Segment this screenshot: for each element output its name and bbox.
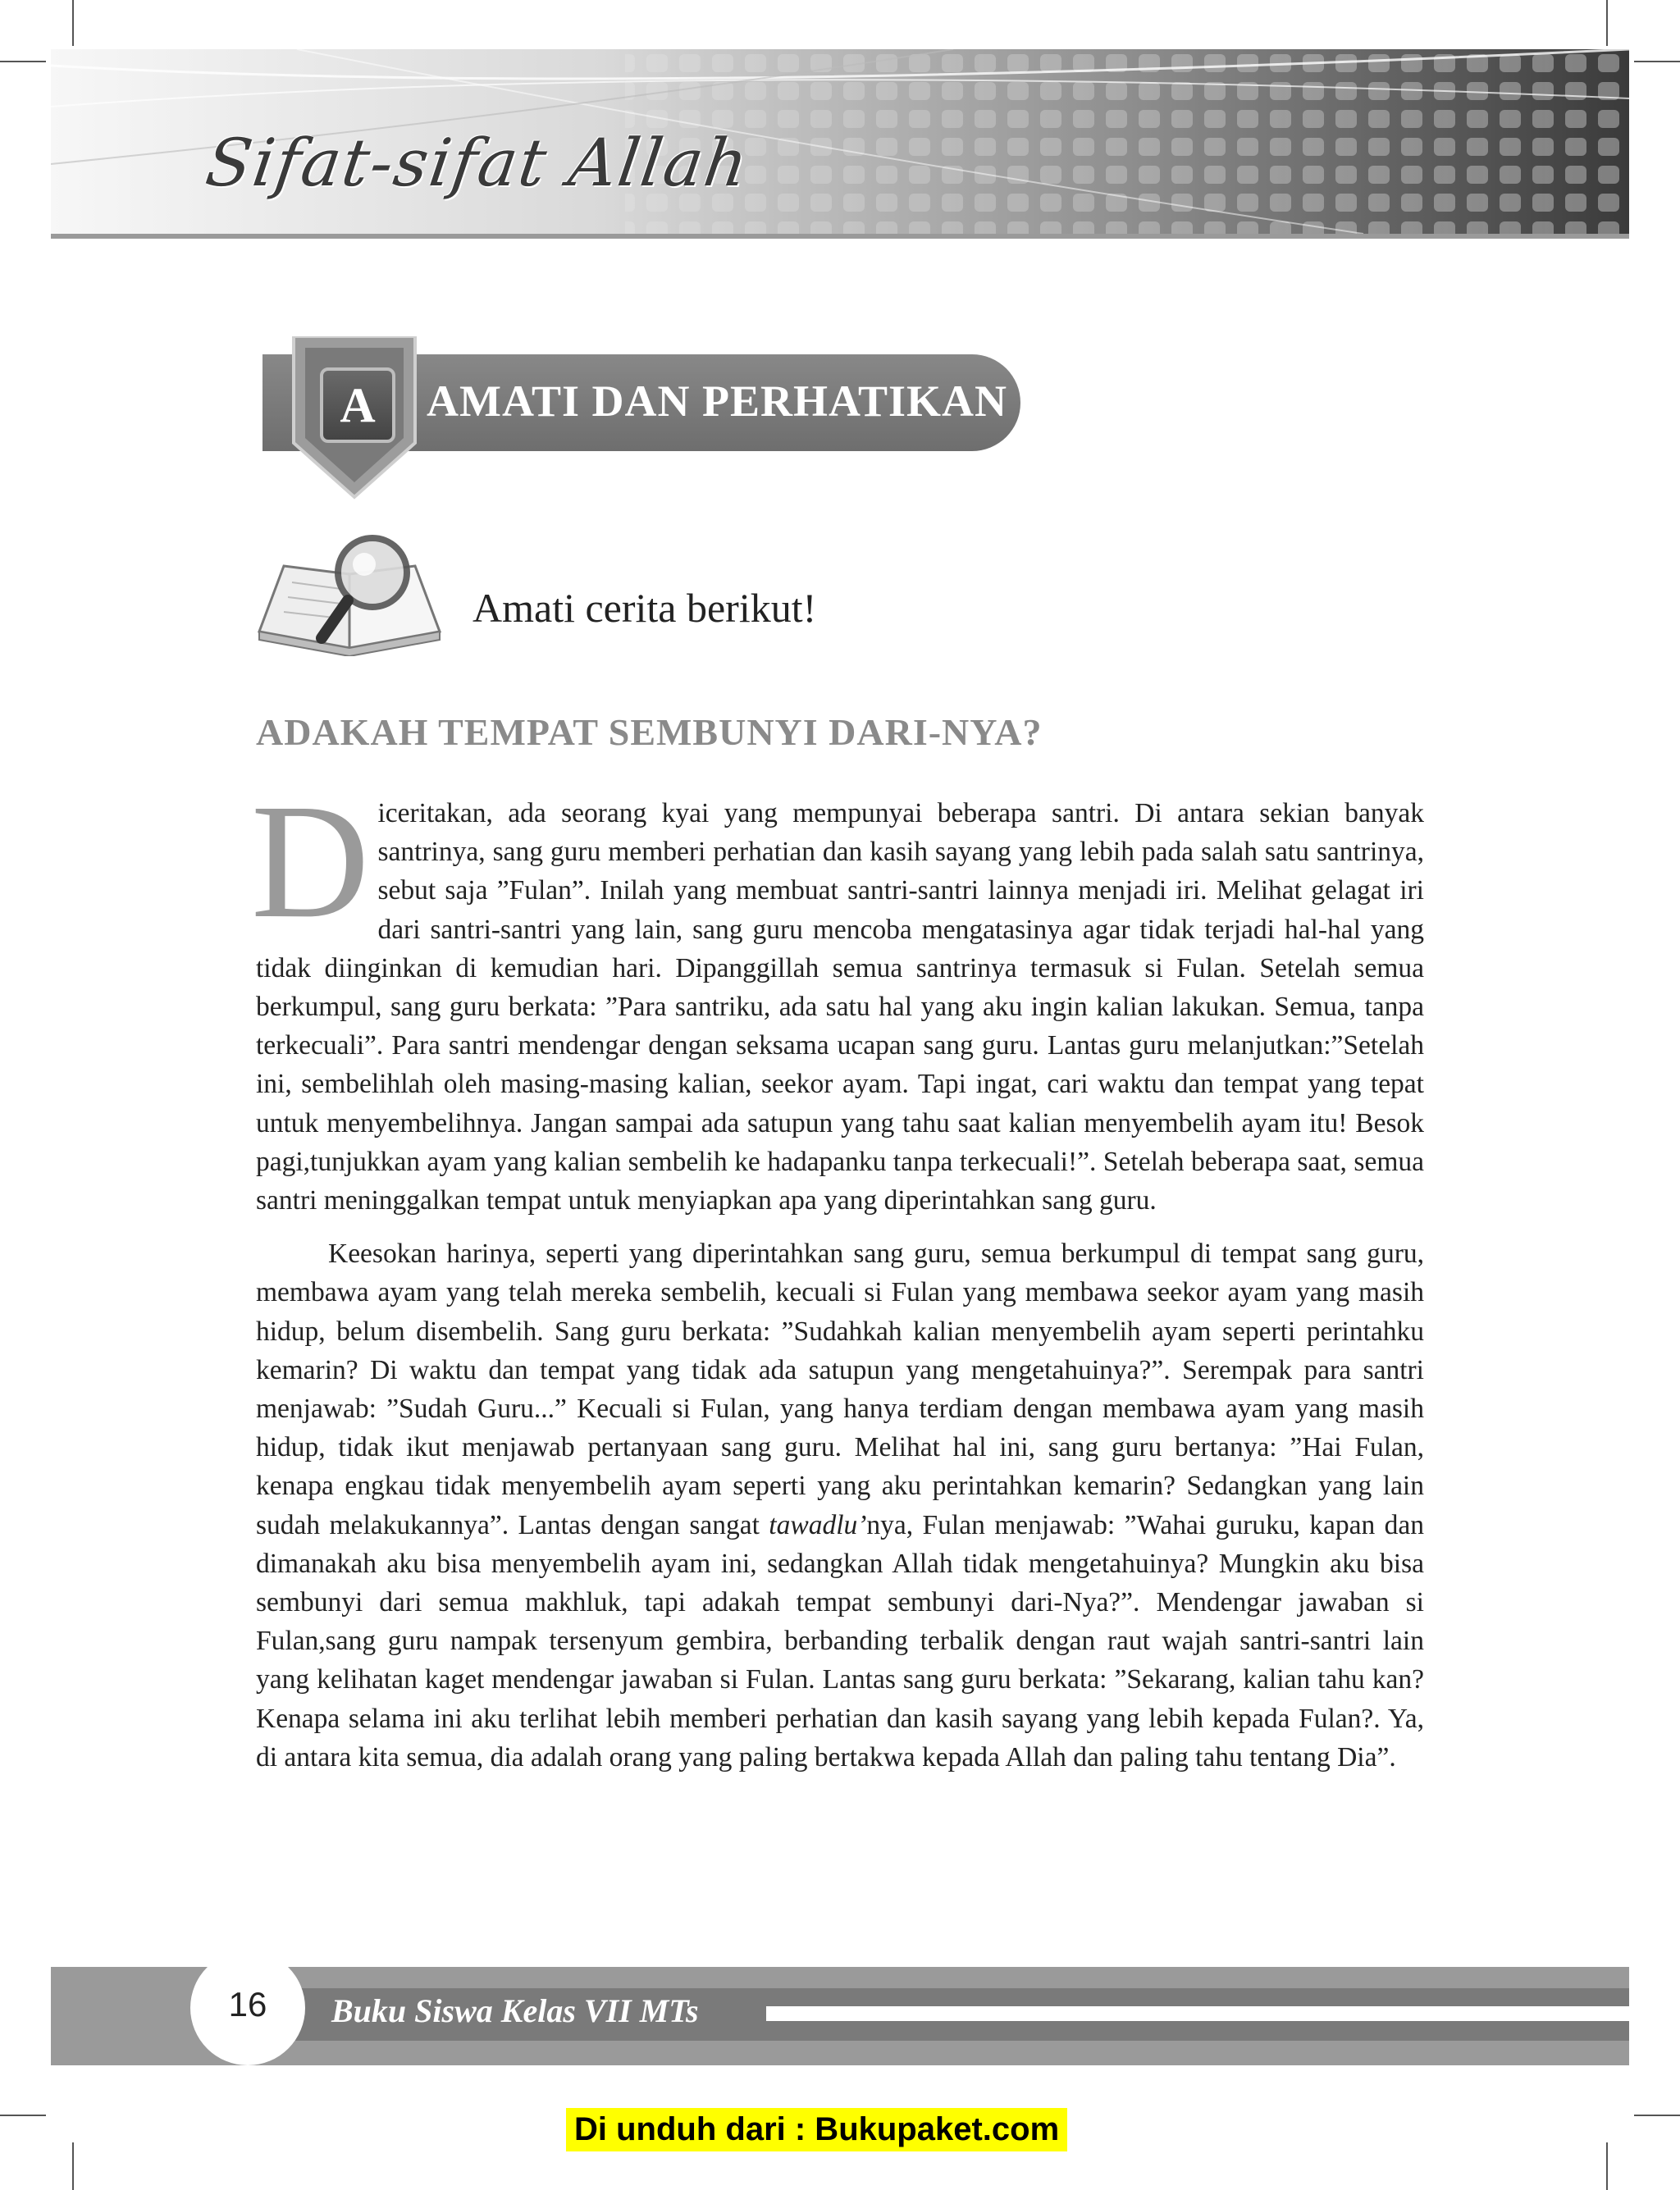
crop-mark bbox=[72, 0, 74, 46]
header-title: Sifat-sifat Allah bbox=[201, 125, 755, 201]
paragraph-text: nya, Fulan menjawab: ”Wahai guruku, kapan dan dimanakah aku bisa menyembelih ayam ini, sedangkan Allah tidak mengetahuinya? Mungkin aku bisa sembunyi dari semua makhluk, tapi adakah tempat sembunyi dari-Nya?”. Mendengar jawaban si Fulan,sang guru nampak tersenyum gembira, berbanding terbalik dengan raut wajah santri-santri lain yang kelihatan kaget mendengar jawaban si Fulan. Lantas sang guru berkata: ”Sekarang, kalian tahu kan? Kenapa selama ini aku terlihat lebih memberi perhatian dan kasih sayang yang lebih kepada Fulan?. Ya, di antara kita semua, dia adalah orang yang paling bertakwa kepada Allah dan paling tahu tentang Dia”. bbox=[256, 1509, 1425, 1773]
header-banner bbox=[51, 49, 1629, 234]
drop-cap: D bbox=[251, 771, 370, 952]
paragraph bbox=[256, 1234, 1424, 1777]
paragraph-text: Keesokan harinya, seperti yang diperintahkan sang guru, semua berkumpul di tempat sang guru, membawa ayam yang telah mereka sembelih, kecuali si Fulan yang membawa seekor ayam yang masih hidup, belum disembelih. Sang guru berkata: ”Sudahkah kalian menyembelih ayam seperti perintahku kemarin? Di waktu dan tempat yang tidak ada satupun yang mengetahuinya?”. Serempak para santri menjawab: ”Sudah Guru...” Kecuali si Fulan, yang hanya terdiam dengan membawa ayam yang masih hidup, tidak ikut menjawab pertanyaan sang guru. Melihat hal ini, sang guru bertanya: ”Hai Fulan, kenapa engkau tidak menyembelih ayam seperti yang aku perintahkan kemarin? Sedangkan yang lain sudah melakukannya”. Lantas dengan sangat bbox=[256, 1239, 1424, 1540]
crop-mark bbox=[0, 2115, 46, 2116]
crop-mark bbox=[1634, 2115, 1680, 2116]
footer-book-title: Buku Siswa Kelas VII MTs bbox=[331, 1992, 699, 2029]
footer-line bbox=[766, 2006, 1629, 2021]
paragraph-text: iceritakan, ada seorang kyai yang mempunyai beberapa santri. Di antara sekian banyak santrinya, sang guru memberi perhatian dan kasih sayang yang lebih pada salah satu santrinya, sebut saja ”Fulan”. Inilah yang membuat santri-santri lainnya menjadi iri. Melihat gelagat iri dari santri-santri yang lain, sang guru mencoba mengatasinya agar tidak terjadi hal-hal yang tidak diinginkan di kemudian hari. Dipanggillah semua santrinya termasuk si Fulan. Setelah semua berkumpul, sang guru berkata: ”Para santriku, ada satu hal yang aku ingin kalian lakukan. Semua, tanpa terkecuali”. Para santri mendengar dengan seksama ucapan sang guru. Lantas guru melanjutkan:”Setelah ini, sembelihlah oleh masing-masing kalian, seekor ayam. Tapi ingat, cari waktu dan tempat yang tepat untuk menyembelihnya. Jangan sampai ada satupun yang tahu saat kalian menyembelih ayam itu! Besok pagi,tunjukkan ayam yang kalian sembelih ke hadapanku tanpa terkecuali!”. Setelah beberapa saat, semua santri meninggalkan tempat untuk menyiapkan apa yang diperintahkan sang guru. bbox=[256, 798, 1424, 1216]
crop-mark bbox=[1634, 61, 1680, 62]
crop-mark bbox=[1606, 2142, 1608, 2190]
story-body bbox=[251, 771, 1425, 1777]
crop-mark bbox=[1606, 0, 1608, 46]
paragraph bbox=[251, 771, 1424, 1220]
italic-term: tawadlu’ bbox=[769, 1509, 867, 1540]
story-title: ADAKAH TEMPAT SEMBUNYI DARI-NYA? bbox=[256, 711, 1043, 753]
download-watermark: Di unduh dari : Bukupaket.com bbox=[566, 2108, 1067, 2151]
book-magnifier-icon bbox=[251, 533, 456, 656]
section-letter: A bbox=[320, 367, 395, 443]
page-number: 16 bbox=[228, 1985, 267, 2023]
header-rule bbox=[51, 234, 1629, 239]
instruction-text: Amati cerita berikut! bbox=[472, 585, 817, 631]
crop-mark bbox=[72, 2142, 74, 2190]
section-title: AMATI DAN PERHATIKAN bbox=[427, 376, 1007, 426]
crop-mark bbox=[0, 61, 46, 62]
